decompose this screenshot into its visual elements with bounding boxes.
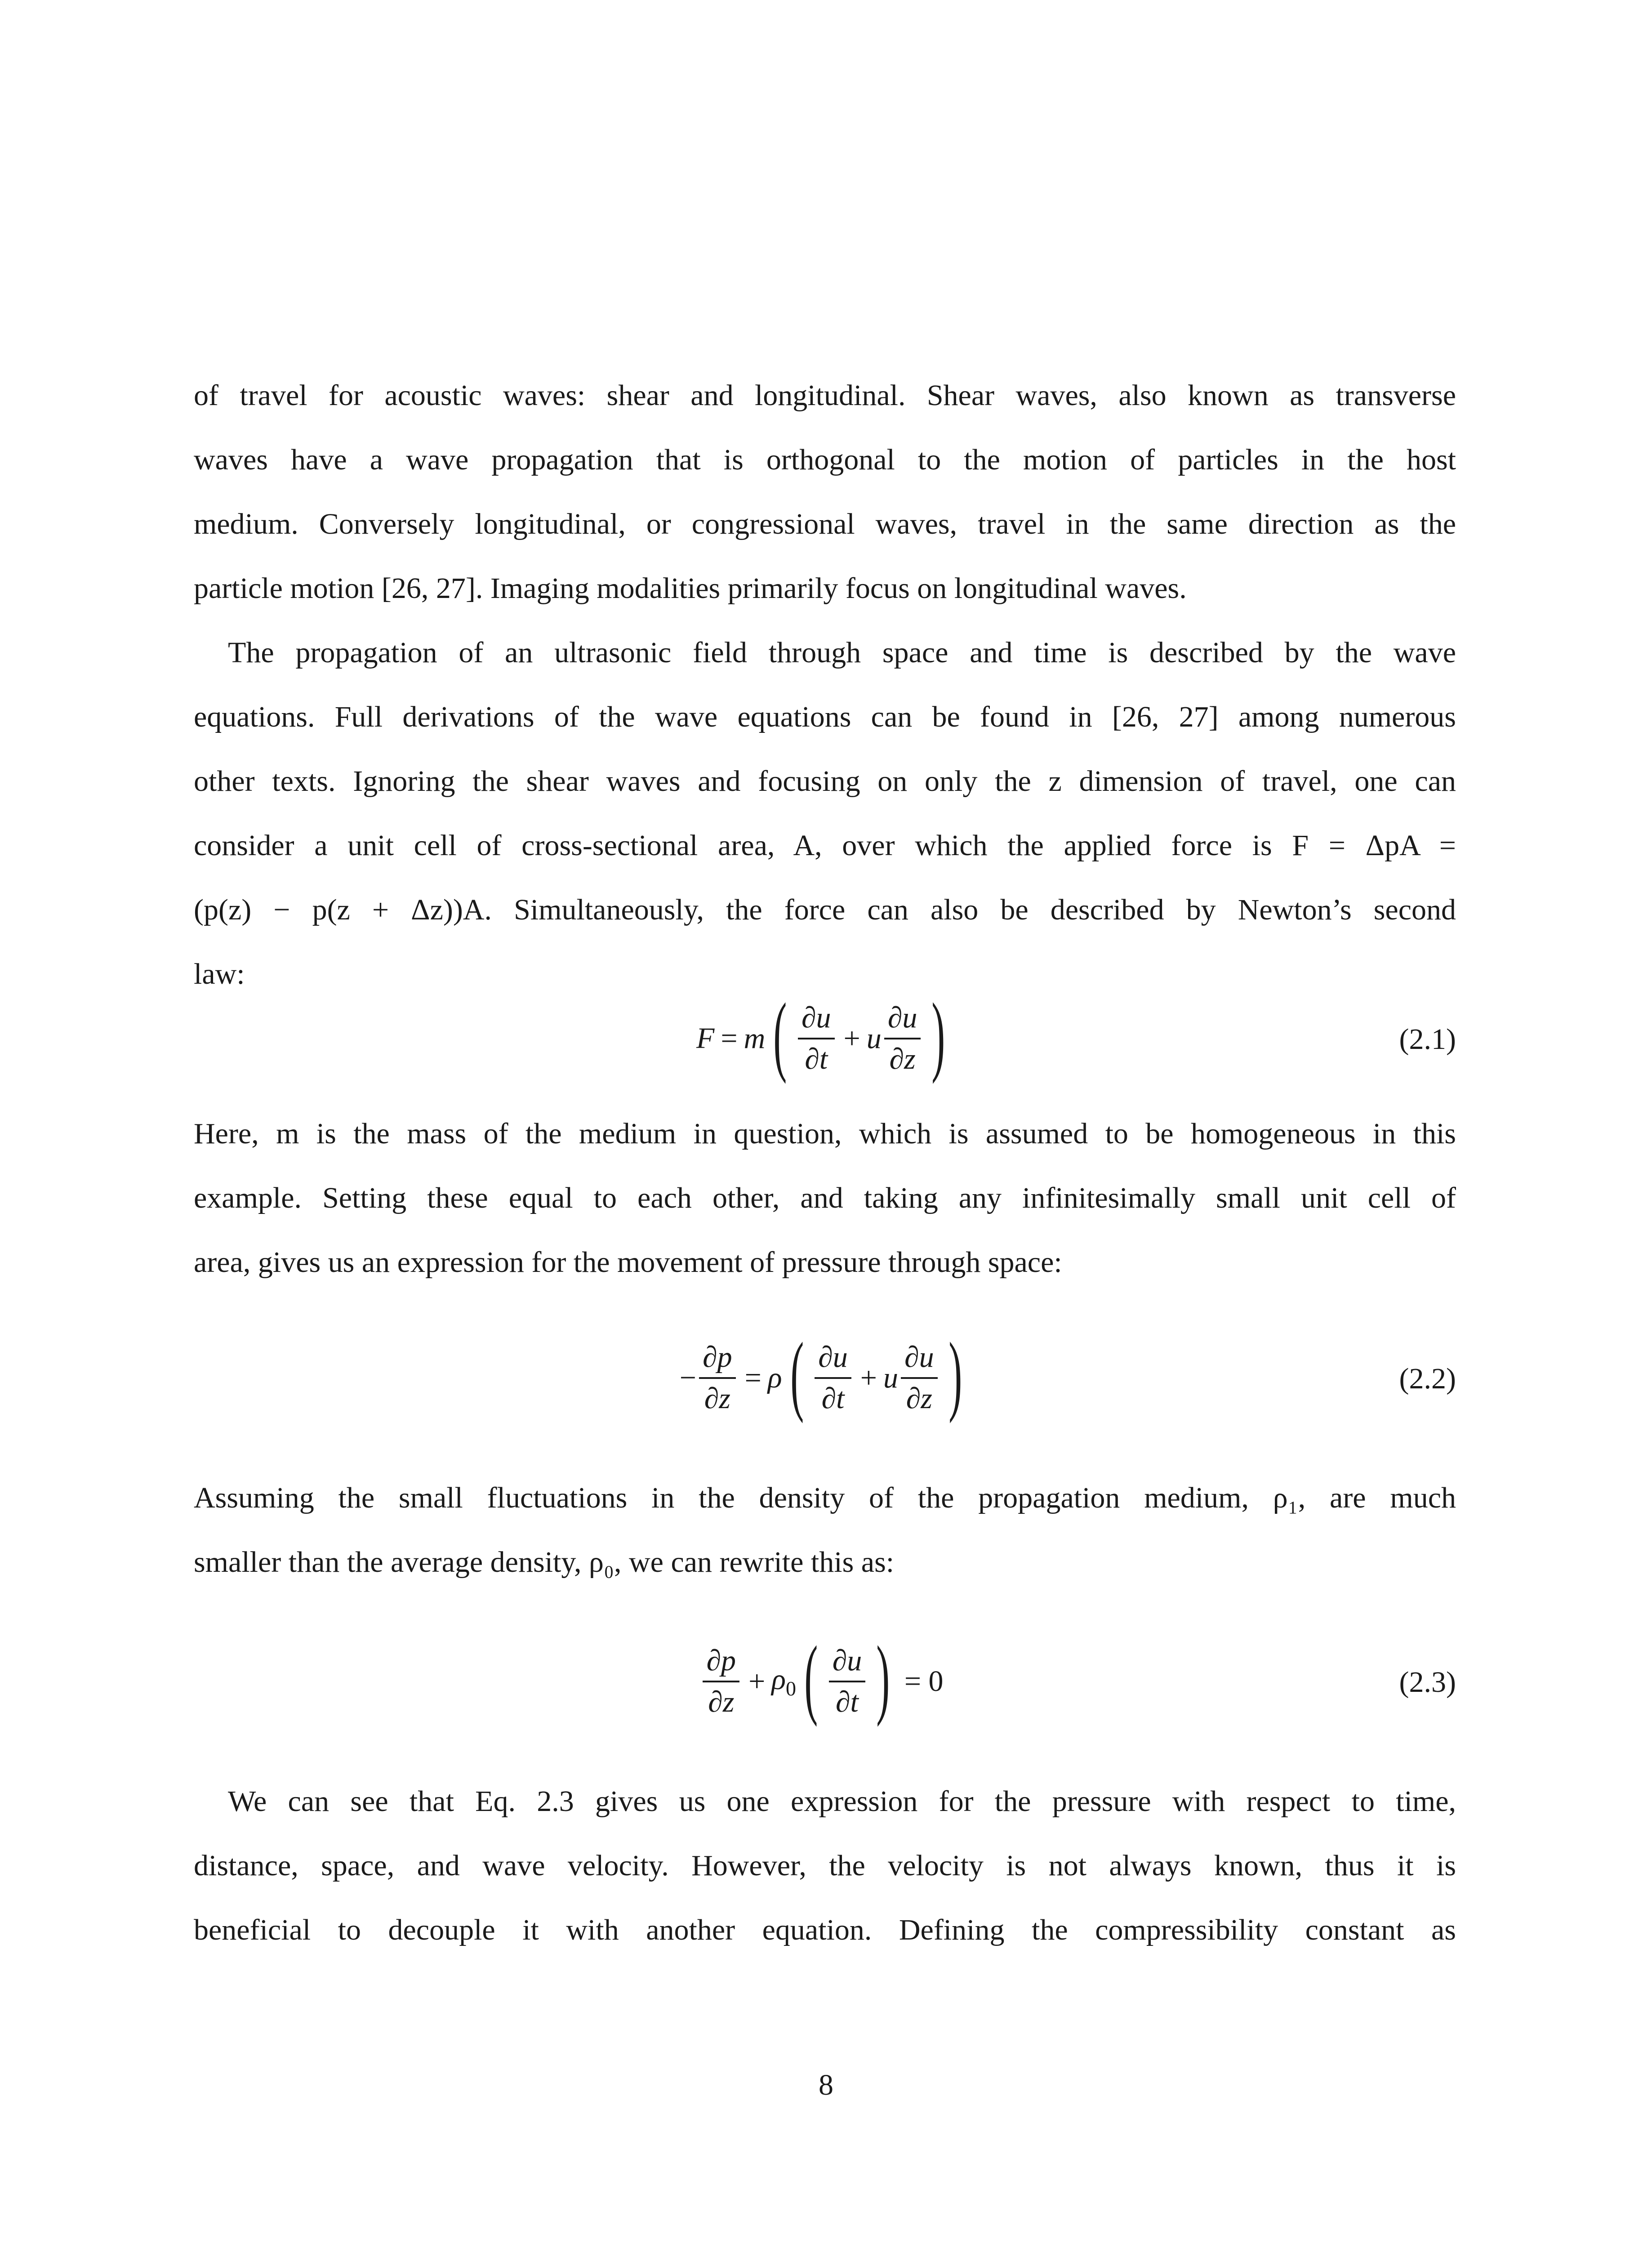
eq-symbol: = 0: [904, 1665, 944, 1698]
text-line: equations. Full derivations of the wave equations can be found in [26, 27] among numerous: [194, 700, 1456, 733]
fraction-denominator: ∂z: [889, 1043, 916, 1075]
fraction-numerator: ∂u: [884, 1001, 921, 1039]
fraction-numerator: ∂u: [815, 1340, 851, 1379]
fraction-numerator: ∂p: [703, 1644, 739, 1682]
right-paren: ): [931, 985, 945, 1084]
page-number: 8: [819, 2069, 833, 2101]
eq-symbol: u: [866, 1022, 882, 1055]
text-line: Here, m is the mass of the medium in question, which is assumed to be homogeneous in this: [194, 1117, 1456, 1150]
paragraph-3: [194, 1102, 1456, 1294]
left-paren: (: [773, 985, 787, 1084]
eq-symbol: ρ: [767, 1361, 782, 1394]
text-line: other texts. Ignoring the shear waves and focusing on only the z dimension of travel, one can: [194, 765, 1456, 798]
equation-2-3: [194, 1628, 1456, 1735]
text-line: law:: [194, 958, 245, 990]
text-line: We can see that Eq. 2.3 gives us one expression for the pressure with respect to time,: [228, 1785, 1456, 1818]
fraction-denominator: ∂z: [906, 1382, 932, 1415]
fraction: [798, 1001, 835, 1076]
text-line: Assuming the small fluctuations in the density of the propagation medium, ρ₁, are much: [194, 1481, 1456, 1514]
equation-2-2: [194, 1324, 1456, 1432]
eq-symbol: +: [843, 1022, 860, 1055]
right-paren: ): [948, 1325, 962, 1424]
text-line: smaller than the average density, ρ₀, we can rewrite this as:: [194, 1546, 895, 1579]
paragraph-2: [194, 620, 1456, 1006]
eq-symbol: +: [748, 1665, 766, 1698]
rho-symbol: ρ: [771, 1663, 786, 1696]
eq-symbol: m: [744, 1022, 766, 1055]
text-line: particle motion [26, 27]. Imaging modalities primarily focus on longitudinal waves.: [194, 572, 1187, 605]
fraction: [829, 1644, 866, 1719]
fraction-denominator: ∂t: [805, 1043, 828, 1075]
text-line: example. Setting these equal to each other, and taking any infinitesimally small unit cell of: [194, 1182, 1456, 1214]
fraction-denominator: ∂t: [835, 1686, 859, 1718]
fraction-denominator: ∂t: [821, 1382, 845, 1415]
paragraph-5: [194, 1769, 1456, 1962]
eq-symbol: F: [696, 1022, 715, 1055]
text-line: waves have a wave propagation that is orthogonal to the motion of particles in the host: [194, 443, 1456, 476]
text-line: distance, space, and wave velocity. However, the velocity is not always known, thus it is: [194, 1849, 1456, 1882]
fraction-denominator: ∂z: [708, 1686, 735, 1718]
eq-symbol: =: [721, 1022, 738, 1055]
text-line: beneficial to decouple it with another equation. Defining the compressibility constant as: [194, 1913, 1456, 1946]
eq-symbol: =: [744, 1361, 761, 1394]
eq-symbol: [771, 1663, 796, 1700]
equation-2-1: [194, 985, 1456, 1093]
equation-number: (2.1): [1399, 1023, 1456, 1056]
text-line: The propagation of an ultrasonic field through space and time is described by the wave: [228, 636, 1456, 669]
equation-number: (2.3): [1399, 1666, 1456, 1699]
fraction-numerator: ∂u: [829, 1644, 866, 1682]
eq-symbol: −: [679, 1361, 696, 1394]
text-line: consider a unit cell of cross-sectional area, A, over which the applied force is F = ΔpA =: [194, 829, 1456, 862]
fraction-numerator: ∂u: [901, 1340, 938, 1379]
eq-symbol: u: [883, 1361, 898, 1394]
equation-number: (2.2): [1399, 1362, 1456, 1395]
fraction-denominator: ∂z: [704, 1382, 730, 1415]
text-line: of travel for acoustic waves: shear and longitudinal. Shear waves, also known as transverse: [194, 379, 1456, 412]
fraction: [699, 1340, 736, 1416]
left-paren: (: [790, 1325, 804, 1424]
text-line: medium. Conversely longitudinal, or congressional waves, travel in the same direction as the: [194, 508, 1456, 540]
text-line: area, gives us an expression for the movement of pressure through space:: [194, 1246, 1062, 1279]
fraction-numerator: ∂p: [699, 1340, 736, 1379]
fraction-numerator: ∂u: [798, 1001, 835, 1039]
eq-symbol: +: [860, 1361, 877, 1394]
fraction: [884, 1001, 921, 1076]
left-paren: (: [804, 1628, 818, 1727]
right-paren: ): [876, 1628, 890, 1727]
fraction: [901, 1340, 938, 1416]
fraction: [703, 1644, 739, 1719]
paragraph-4: [194, 1466, 1456, 1594]
paragraph-1: [194, 363, 1456, 620]
fraction: [815, 1340, 851, 1416]
text-line: (p(z) − p(z + Δz))A. Simultaneously, the force can also be described by Newton’s second: [194, 893, 1456, 926]
subscript: 0: [785, 1677, 796, 1700]
